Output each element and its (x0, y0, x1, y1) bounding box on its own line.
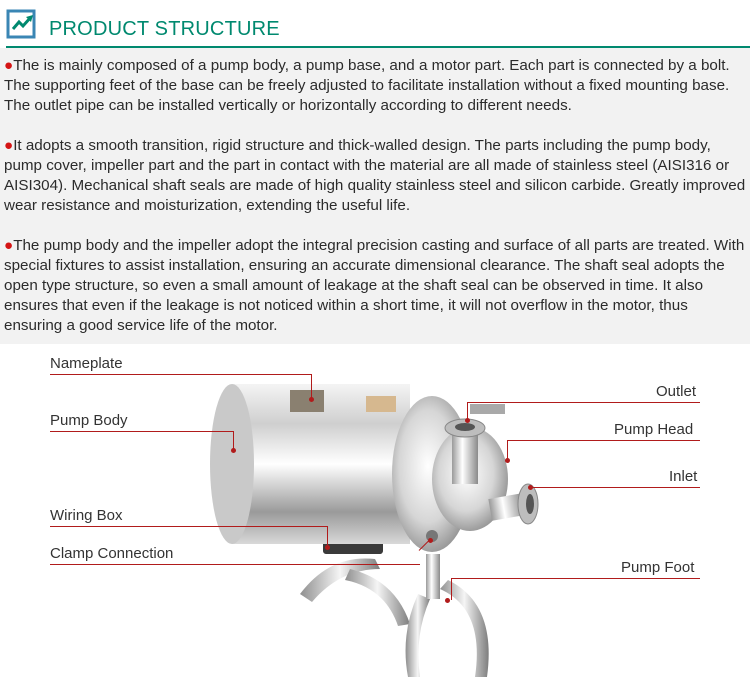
leader-pump-head (508, 440, 700, 441)
label-wiring-box: Wiring Box (50, 507, 123, 524)
label-inlet: Inlet (669, 468, 698, 485)
page-title: PRODUCT STRUCTURE (49, 18, 280, 40)
section-header (0, 0, 750, 48)
front-leg-left (406, 594, 430, 677)
leader-pump-body (50, 431, 234, 432)
outlet-clamp (470, 404, 505, 414)
paragraph-1 (4, 56, 748, 116)
nameplate-plate (290, 390, 324, 412)
bullet-dot: ● (4, 237, 14, 254)
leader-nameplate (50, 374, 312, 375)
front-leg-right (440, 580, 489, 677)
bullet-dot: ● (4, 137, 14, 154)
leader-inlet (532, 487, 700, 488)
rear-leg-right (345, 569, 410, 626)
paragraph-text: It adopts a smooth transition, rigid structure and thick-walled design. The parts including the pump body, pump cover, impeller part and the part in contact with the material are all made of stainless steel (AISI316 or AISI304). Mechanical shaft seals are made of high quality stainless steel and silicon carbide. Greatly improved wear resistance and moisturization, extending the useful life. (4, 137, 746, 214)
marker-wiring-box (325, 545, 330, 550)
pump-diagram (0, 344, 750, 685)
paragraph-2 (4, 136, 748, 216)
marker-inlet (528, 485, 533, 490)
label-pump-head: Pump Head (614, 421, 694, 438)
label-nameplate: Nameplate (50, 355, 123, 372)
paragraph-3 (4, 236, 748, 336)
leader-clamp-connection (50, 564, 420, 565)
label-outlet: Outlet (656, 383, 697, 400)
marker-clamp-connection (428, 538, 433, 543)
marker-nameplate (309, 397, 314, 402)
marker-pump-foot (445, 598, 450, 603)
support-post (426, 554, 440, 599)
leader-pump-head-drop (507, 440, 508, 460)
motor-end-cap (210, 384, 254, 544)
leader-outlet (468, 402, 700, 403)
marker-pump-body (231, 448, 236, 453)
bullet-dot: ● (4, 57, 14, 74)
leader-pump-foot (452, 578, 700, 579)
paragraph-text: The is mainly composed of a pump body, a pump base, and a motor part. Each part is connected by a bolt. The supporting feet of the base can be freely adjusted to facilitate installation without a fixed mounting base. The outlet pipe can be installed vertically or horizontally according to different needs. (4, 57, 730, 114)
label-clamp-connection: Clamp Connection (50, 545, 174, 562)
description-panel (0, 48, 750, 344)
marker-pump-head (505, 458, 510, 463)
label-pump-body: Pump Body (50, 412, 128, 429)
paragraph-text: The pump body and the impeller adopt the integral precision casting and surface of all parts are treated. With special fixtures to assist installation, ensuring an accurate dimensional clearance. The shaft seal adopts the open type structure, so even a small amount of leakage at the shaft seal can be observed in time. It also ensures that even if the leakage is not noticed within a short time, it will not overflow in the motor, thus ensuring a good service life of the motor. (4, 237, 745, 334)
outlet-opening (455, 423, 475, 431)
arrow-box-icon (6, 9, 38, 41)
label-sticker (366, 396, 396, 412)
leader-wiring-box (50, 526, 328, 527)
inlet-opening (526, 494, 534, 514)
label-pump-foot: Pump Foot (621, 559, 695, 576)
leader-pump-foot-drop (451, 578, 452, 600)
marker-outlet (465, 418, 470, 423)
